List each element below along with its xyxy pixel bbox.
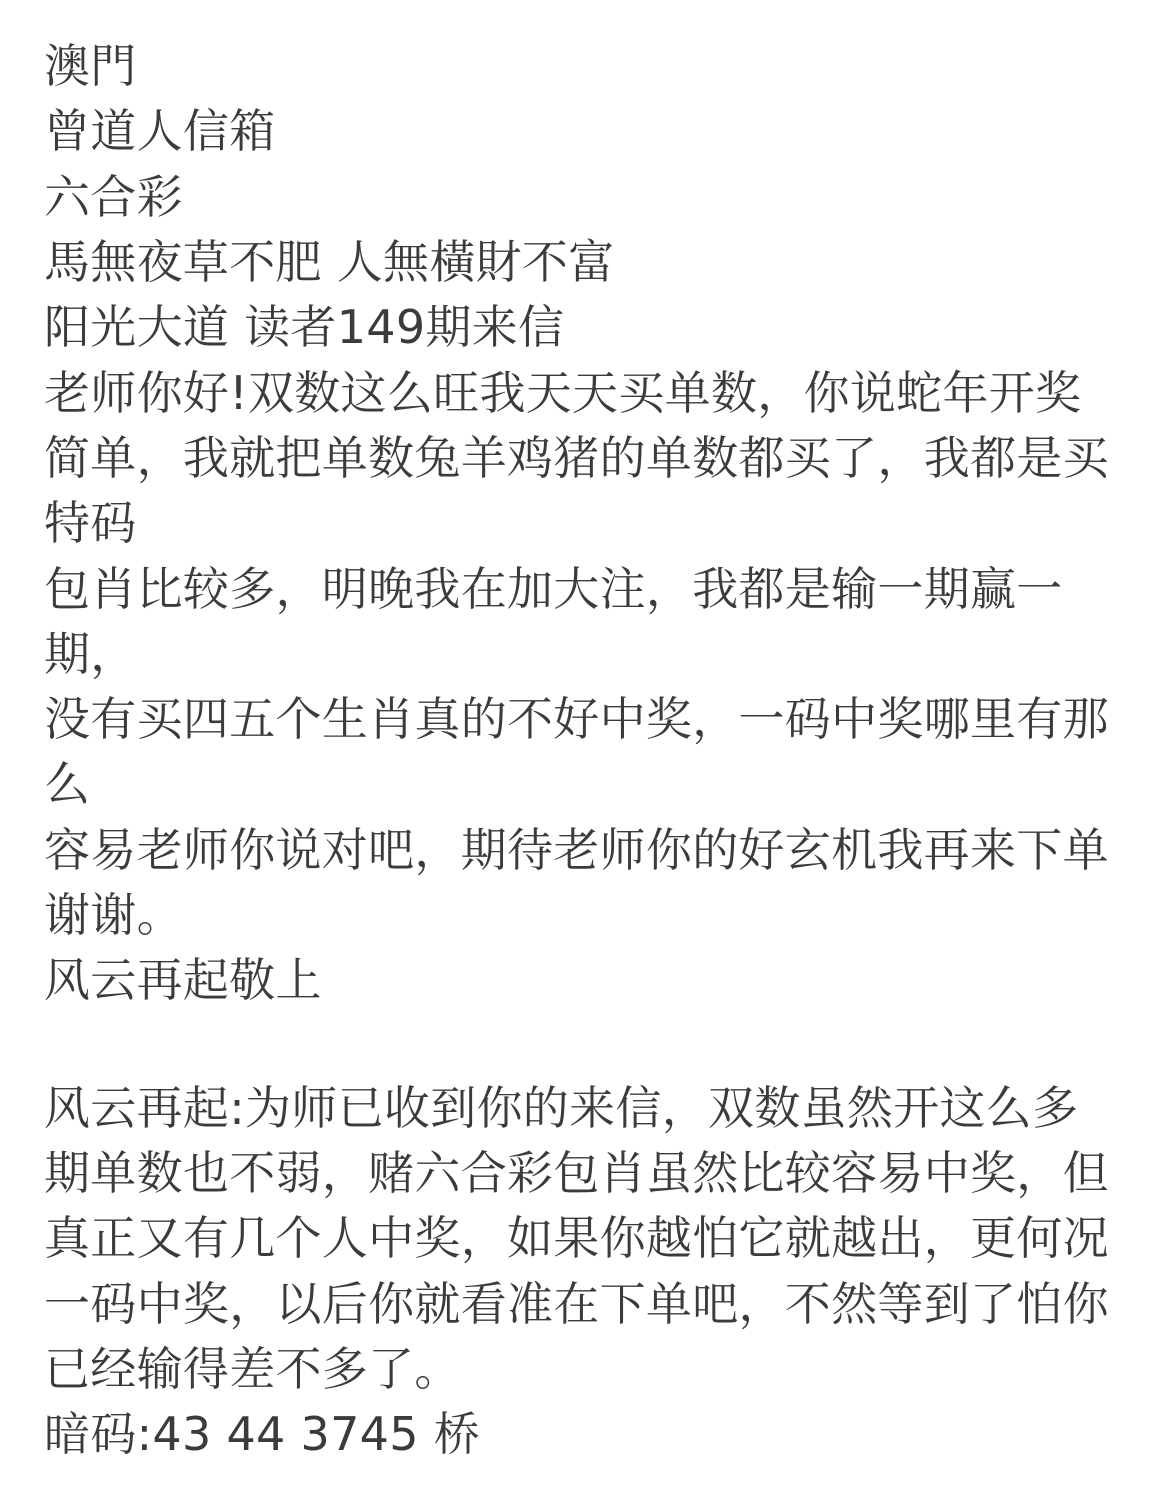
- text-line-title: 澳門: [44, 39, 137, 93]
- text-line-letter-2: 包肖比较多，明晚我在加大注，我都是输一期赢一期，: [44, 561, 1063, 681]
- text-line-issue: 阳光大道 读者149期来信: [44, 300, 565, 355]
- text-line-proverb: 馬無夜草不肥 人無橫財不富: [44, 234, 615, 289]
- text-line-secret-code: 暗码:43 44 3745 桥: [44, 1407, 480, 1462]
- text-line-letter-3: 没有买四五个生肖真的不好中奖，一码中奖哪里有那么: [44, 692, 1109, 812]
- paragraph-spacer: [44, 1014, 1113, 1076]
- text-line-lottery: 六合彩: [44, 169, 183, 224]
- text-line-reply-1: 风云再起:为师已收到你的来信，双数虽然开这么多期单数也不弱，赌六合彩包肖虽然比较容易中奖，但真正又有几个人中奖，如果你越怕它就越出，更何况一码中奖，以后你就看准在下单吧，不然等到了怕你已经输得差不多了。: [44, 1080, 1109, 1396]
- text-line-mailbox: 曾道人信箱: [44, 104, 276, 159]
- text-line-letter-4: 容易老师你说对吧，期待老师你的好玄机我再来下单谢谢。: [44, 822, 1109, 943]
- document-text-body: [44, 34, 1113, 1468]
- text-line-signature: 风云再起敬上: [44, 953, 322, 1008]
- text-line-letter-1: 老师你好!双数这么旺我天天买单数，你说蛇年开奖简单，我就把单数兔羊鸡猪的单数都买了，我都是买特码: [44, 365, 1109, 551]
